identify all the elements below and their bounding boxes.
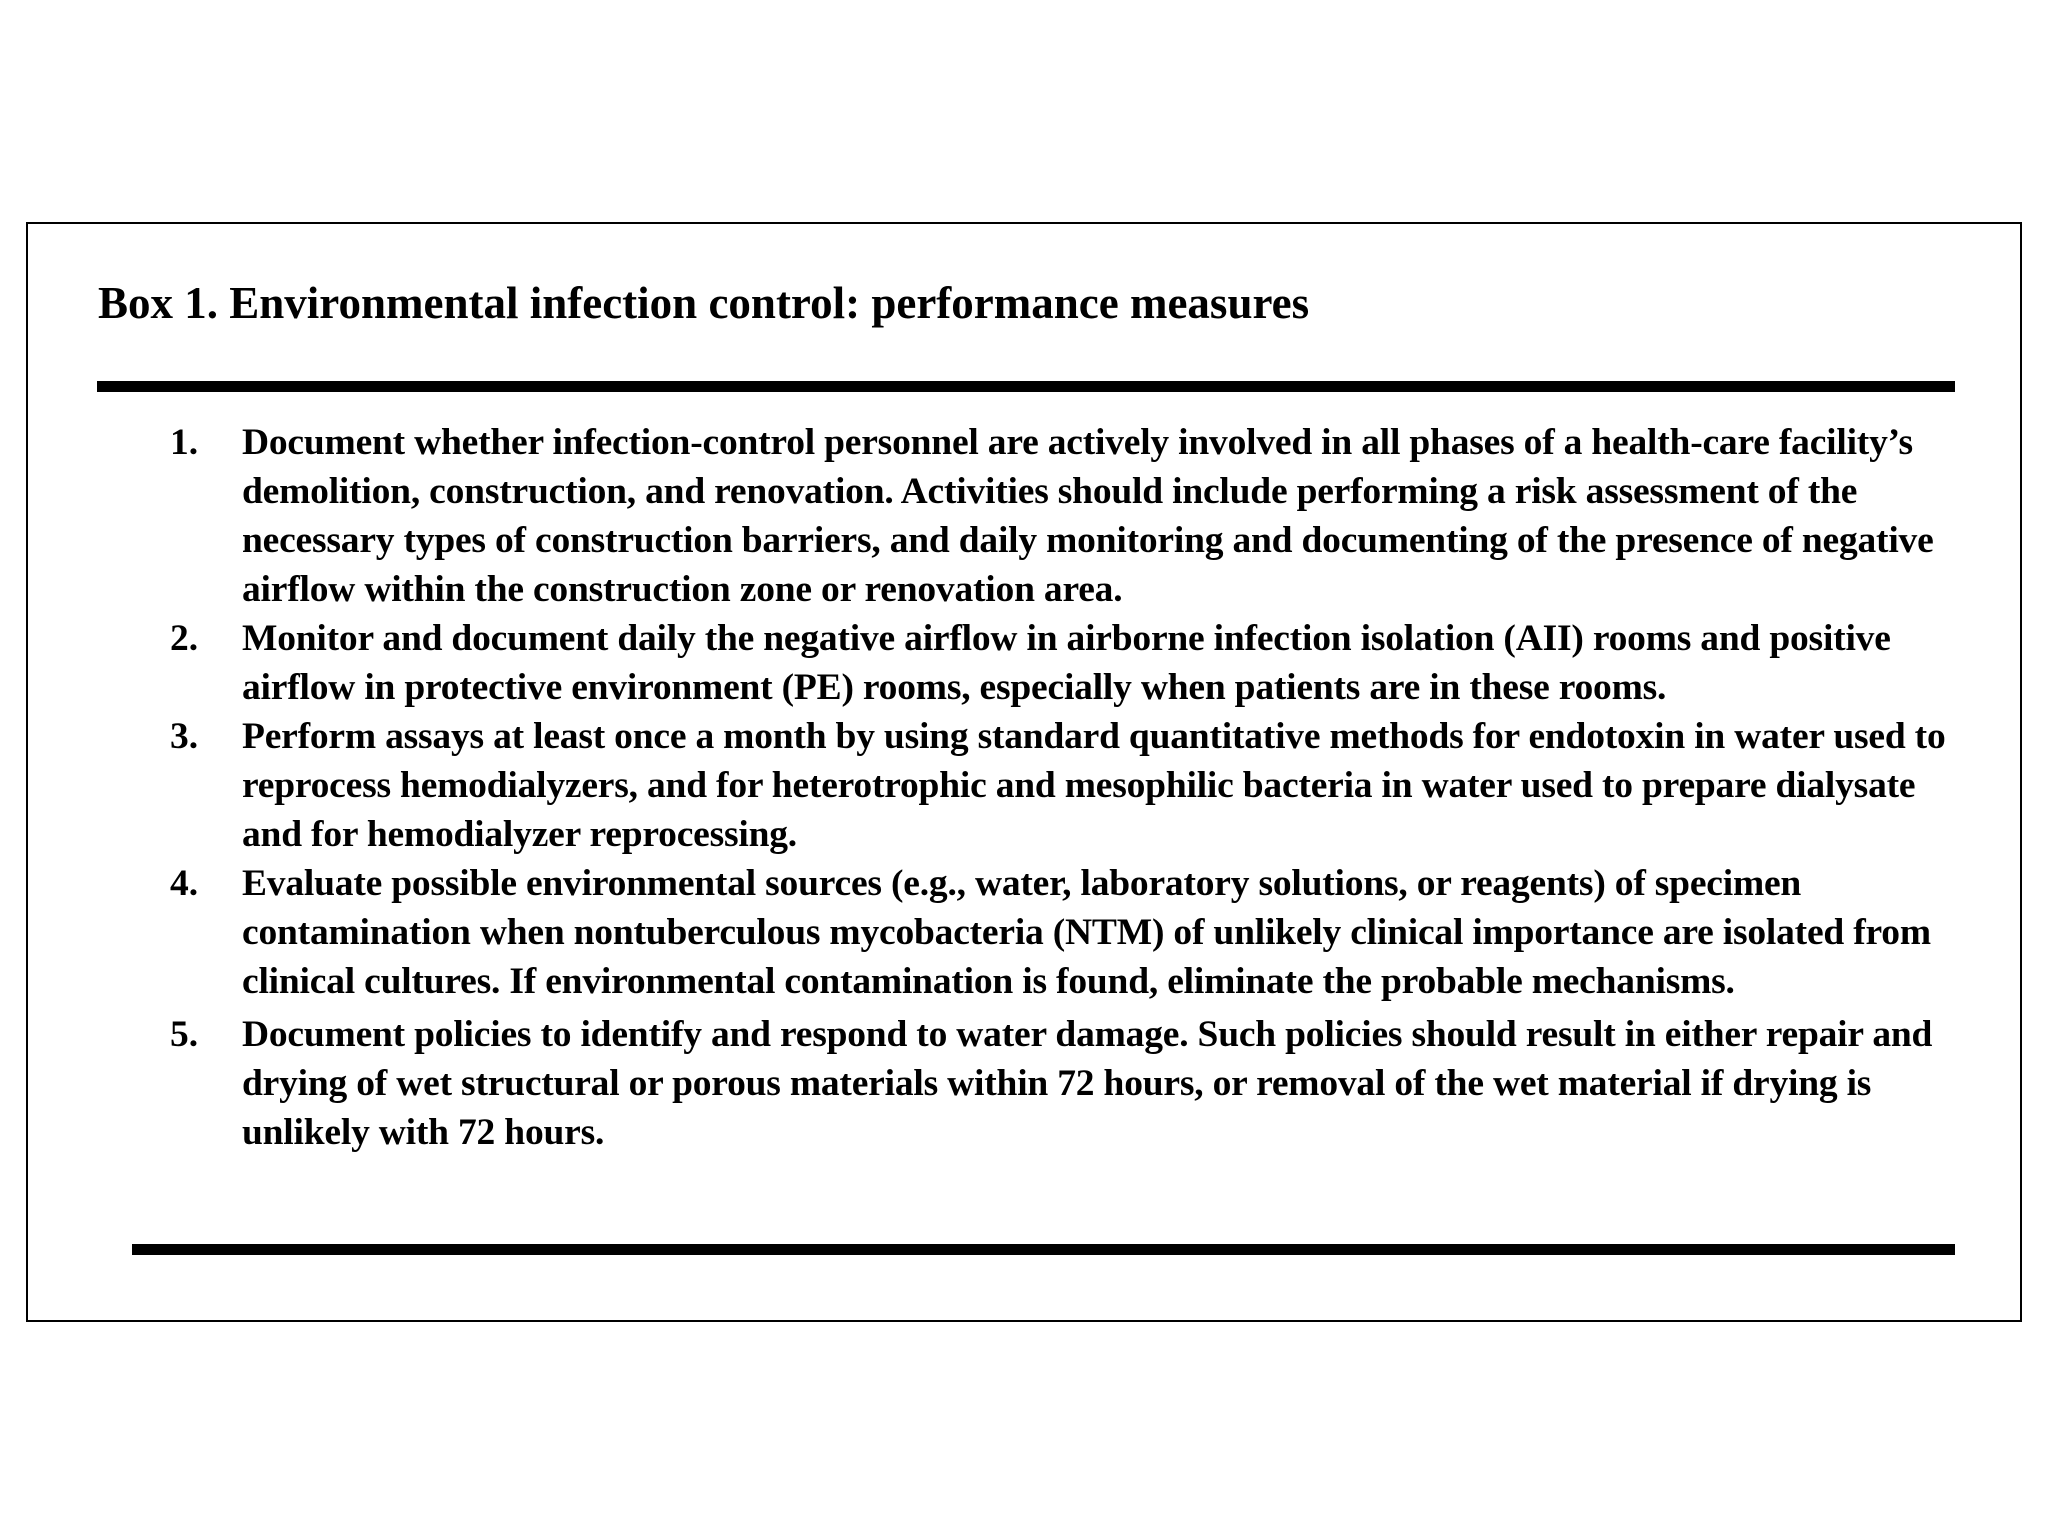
measure-item-4 <box>170 859 1970 1006</box>
measure-item-5 <box>170 1010 1970 1157</box>
performance-measures-box <box>26 222 2022 1322</box>
measure-text: Document policies to identify and respond to water damage. Such policies should result in either repair and drying of wet structural or porous materials within 72 hours, or removal of the wet material if drying is unlikely with 72 hours. <box>242 1014 1933 1153</box>
bottom-rule <box>132 1244 1955 1255</box>
measure-item-3 <box>170 712 1970 859</box>
measure-text: Perform assays at least once a month by using standard quantitative methods for endotoxin in water used to reprocess hemodialyzers, and for heterotrophic and mesophilic bacteria in water used to prepare dialysate and for hemodialyzer reprocessing. <box>242 716 1946 855</box>
measure-number: 4. <box>170 863 199 904</box>
measure-number: 5. <box>170 1014 199 1055</box>
box-title: Box 1. Environmental infection control: performance measures <box>98 278 1310 328</box>
top-rule <box>97 381 1955 392</box>
measure-text: Monitor and document daily the negative airflow in airborne infection isolation (AII) rooms and positive airflow in protective environment (PE) rooms, especially when patients are in these rooms. <box>242 618 1891 708</box>
measure-number: 3. <box>170 716 199 757</box>
measure-text: Document whether infection-control personnel are actively involved in all phases of a health-care facility’s demolition, construction, and renovation. Activities should include performing a risk assessment of the necessary types of construction barriers, and daily monitoring and documenting of the presence of negative airflow within the construction zone or renovation area. <box>242 422 1934 610</box>
measure-item-1 <box>170 418 1970 614</box>
measure-item-2 <box>170 614 1970 712</box>
measure-text: Evaluate possible environmental sources (e.g., water, laboratory solutions, or reagents) of specimen contamination when nontuberculous mycobacteria (NTM) of unlikely clinical importance are isolated from clinical cultures. If environmental contamination is found, eliminate the probable mechanisms. <box>242 863 1931 1002</box>
performance-measures-list <box>170 418 1970 1157</box>
measure-number: 2. <box>170 618 199 659</box>
measure-number: 1. <box>170 422 199 463</box>
